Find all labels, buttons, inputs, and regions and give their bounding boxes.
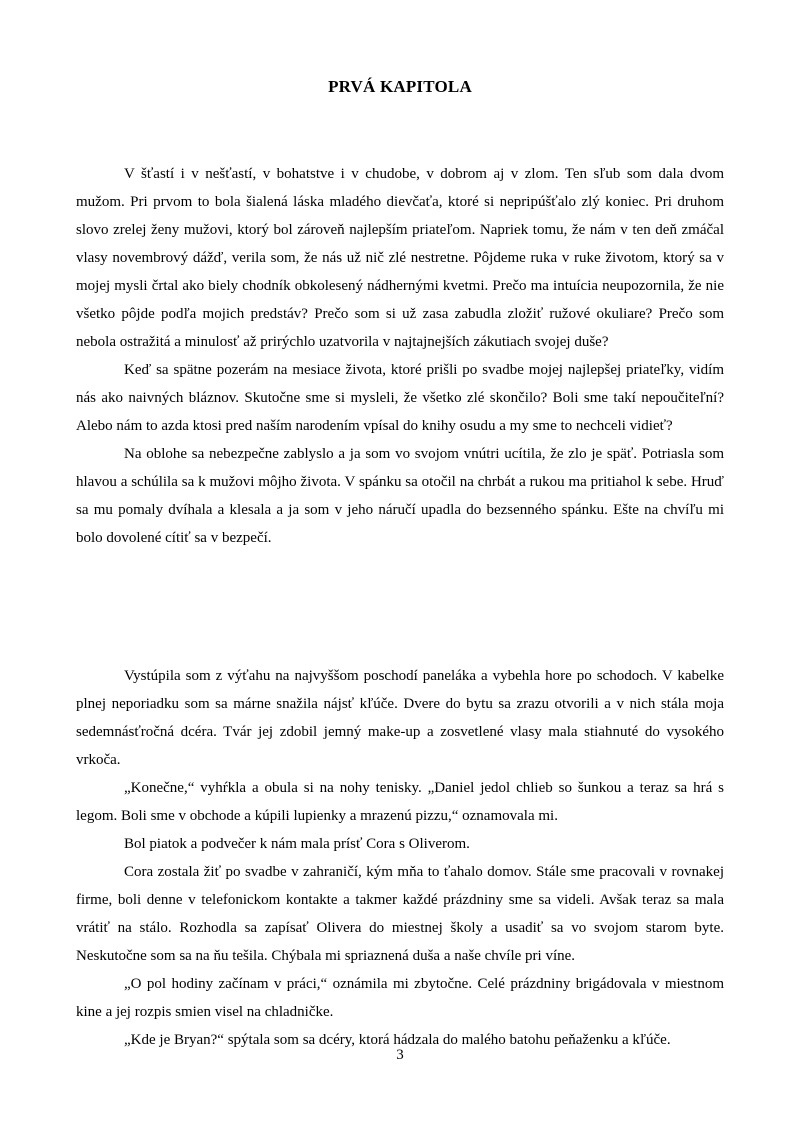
paragraph: V šťastí i v nešťastí, v bohatstve i v chudobe, v dobrom aj v zlom. Ten sľub som dala dvom mužom. Pri prvom to bola šialená láska mladého dievčaťa, ktoré si nepripúšťalo zlý koniec. Pri druhom slovo zrelej ženy mužovi, ktorý bol zároveň najlepším priateľom. Napriek tomu, že nám v ten deň zmáčal vlasy novembrový dážď, verila som, že nás už nič zlé nestretne. Pôjdeme ruka v ruke životom, ktorý sa v mojej mysli črtal ako biely chodník obkolesený nádhernými kvetmi. Prečo ma intuícia neupozornila, že nie všetko pôjde podľa mojich predstáv? Prečo som si už zasa zabudla zložiť ružové okuliare? Prečo som nebola ostražitá a minulosť až prirýchlo uzatvorila v najtajnejších zákutiach svojej duše? (76, 166, 724, 350)
paragraph: „Kde je Bryan?“ spýtala som sa dcéry, ktorá hádzala do malého batohu peňaženku a kľúče. (124, 1032, 671, 1048)
page-number: 3 (396, 1047, 404, 1063)
section-2 (76, 662, 724, 1054)
paragraph: Vystúpila som z výťahu na najvyššom poschodí paneláka a vybehla hore po schodoch. V kabelke plnej neporiadku som sa márne snažila nájsť kľúče. Dvere do bytu sa zrazu otvorili a v nich stála moja sedemnásťročná dcéra. Tvár jej zdobil jemný make-up a zosvetlené vlasy mala stiahnuté do vysokého vrkoča. (76, 668, 724, 768)
paragraph: Cora zostala žiť po svadbe v zahraničí, kým mňa to ťahalo domov. Stále sme pracovali v rovnakej firme, boli denne v telefonickom kontakte a takmer každé prázdniny sme sa videli. Avšak teraz sa mala vrátiť na stálo. Rozhodla sa zapísať Olivera do miestnej školy a usadiť sa vo svojom starom byte. Neskutočne som sa na ňu tešila. Chýbala mi spriaznená duša a naše chvíle pri víne. (76, 864, 724, 964)
paragraph: „Konečne,“ vyhŕkla a obula si na nohy tenisky. „Daniel jedol chlieb so šunkou a teraz sa hrá s legom. Boli sme v obchode a kúpili lupienky a mrazenú pizzu,“ oznamovala mi. (76, 780, 724, 824)
paragraph: Na oblohe sa nebezpečne zablyslo a ja som vo svojom vnútri ucítila, že zlo je späť. Potriasla som hlavou a schúlila sa k mužovi môjho života. V spánku sa otočil na chrbát a rukou ma pritiahol k sebe. Hruď sa mu pomaly dvíhala a klesala a ja som v jeho náručí upadla do bezsenného spánku. Ešte na chvíľu mi bolo dovolené cítiť sa v bezpečí. (76, 446, 724, 546)
paragraph: „O pol hodiny začínam v práci,“ oznámila mi zbytočne. Celé prázdniny brigádovala v miestnom kine a jej rozpis smien visel na chladničke. (76, 976, 724, 1020)
paragraph: Keď sa spätne pozerám na mesiace života, ktoré prišli po svadbe mojej najlepšej priateľky, vidím nás ako naivných bláznov. Skutočne sme si mysleli, že všetko zlé skončilo? Boli sme takí nepoučiteľní? Alebo nám to azda ktosi pred naším narodením vpísal do knihy osudu a my sme to nechceli vidieť? (76, 362, 724, 434)
chapter-title: PRVÁ KAPITOLA (328, 77, 472, 96)
section-1 (76, 160, 724, 552)
paragraph: Bol piatok a podvečer k nám mala prísť Cora s Oliverom. (124, 836, 470, 852)
